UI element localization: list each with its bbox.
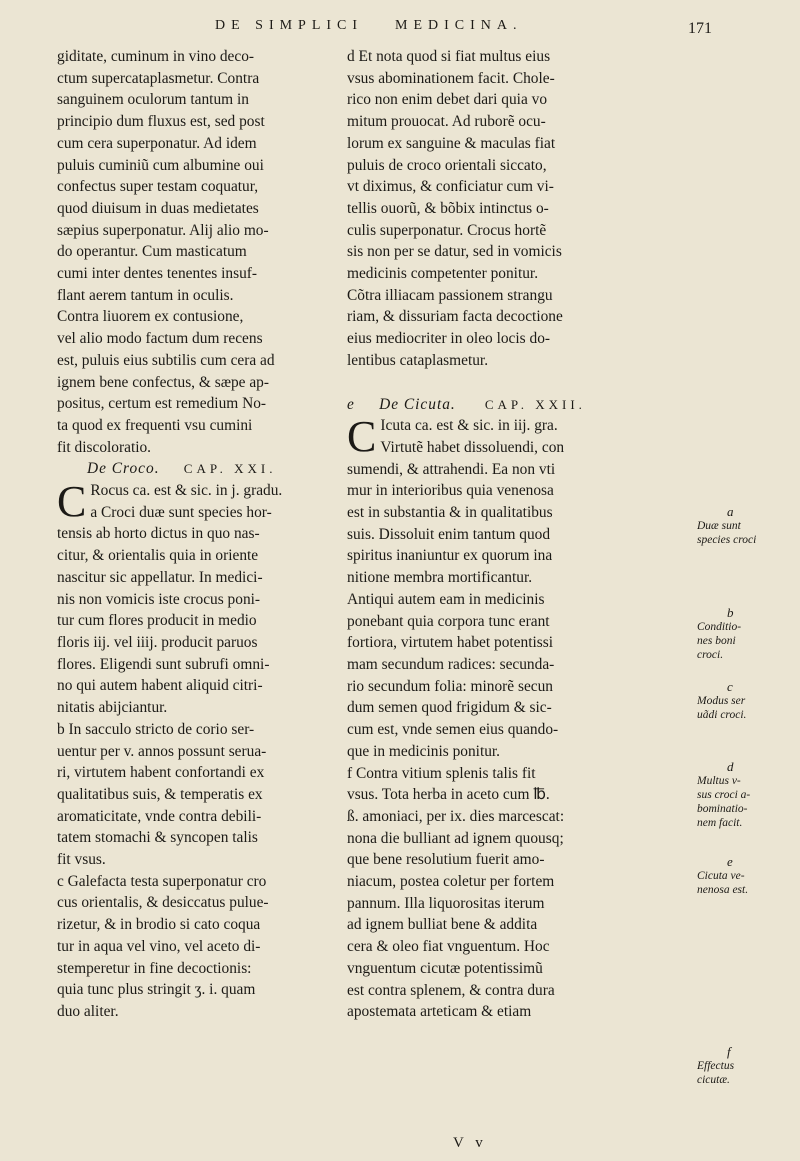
text-line: cus orientalis, & desiccatus pulue-	[57, 894, 269, 912]
text-line: que bene resolutium fuerit amo-	[347, 851, 545, 869]
text-line: floris iij. vel iiij. producit paruos	[57, 633, 258, 651]
running-header	[0, 18, 800, 44]
text-line: cum est, vnde semen eius quando-	[347, 721, 559, 739]
text-line: tatem stomachi & syncopen talis	[57, 829, 258, 847]
text-line: que in medicinis ponitur.	[347, 742, 501, 760]
signature-mark: V v	[453, 1135, 487, 1151]
text-line: mitum prouocat. Ad ruborẽ ocu-	[347, 113, 546, 131]
text-line: fit vsus.	[57, 851, 106, 869]
text-line: mam secundum radices: secunda-	[347, 655, 555, 673]
text-line: d Et nota quod si fiat multus eius	[347, 48, 551, 65]
text-line: principio dum fluxus est, sed post	[57, 113, 265, 131]
text-line: vel alio modo factum dum recens	[57, 330, 263, 348]
text-line: medicinis competenter ponitur.	[347, 265, 539, 283]
text-line: positus, certum est remedium No-	[57, 395, 267, 413]
text-line: quia tunc plus stringit ʒ. i. quam	[57, 981, 256, 999]
margin-note-line: sus croci a-	[697, 789, 751, 801]
text-line: uentur per v. annos possunt serua-	[57, 742, 267, 760]
margin-note-letter: d	[727, 759, 734, 774]
text-line: stemperetur in fine decoctionis:	[57, 959, 252, 977]
text-line: fortiora, virtutem habet potentissi	[347, 634, 554, 652]
margin-note-line: cicutæ.	[697, 1074, 730, 1086]
text-line: Contra liuorem ex contusione,	[57, 308, 244, 326]
text-line: sanguinem oculorum tantum in	[57, 91, 249, 109]
text-line: est in substantia & in qualitatibus	[347, 504, 553, 522]
margin-note-line: uãdi croci.	[697, 709, 747, 721]
text-line: niacum, postea coletur per fortem	[347, 873, 555, 891]
text-line: no qui autem habent aliquid citri-	[57, 677, 263, 695]
text-line: tur cum flores producit in medio	[57, 612, 257, 630]
text-line: puluis cuminiũ cum albumine oui	[57, 156, 264, 174]
text-line: ri, virtutem habent confortandi ex	[57, 764, 265, 782]
margin-note-line: Conditio-	[697, 621, 742, 633]
text-line: do operantur. Cum masticatum	[57, 243, 247, 261]
margin-note	[697, 760, 797, 830]
section-heading-de-cicuta	[347, 394, 683, 416]
text-line: quod diuisum in duas medietates	[57, 199, 259, 217]
text-line: est, puluis eius subtilis cum cera ad	[57, 351, 275, 369]
text-line: citur, & orientalis quia in oriente	[57, 547, 259, 565]
right-column	[347, 46, 683, 1023]
text-line: ß. amoniaci, per ix. dies marcescat:	[347, 807, 565, 825]
text-line: cumi inter dentes tenentes insuf-	[57, 265, 258, 283]
text-line: sæpius superponatur. Alij alio mo-	[57, 221, 269, 239]
text-line: lentibus cataplasmetur.	[347, 351, 489, 369]
right-column-text	[347, 46, 683, 372]
section-body-de-cicuta	[347, 412, 683, 1023]
margin-note-line: Multus v-	[697, 775, 741, 787]
margin-note	[697, 1045, 797, 1087]
margin-note-line: Modus ser	[697, 695, 746, 707]
text-line: ta quod ex frequenti vsu cumini	[57, 416, 253, 434]
drop-capital: C	[347, 412, 377, 462]
text-line: dum semen quod frigidum & sic-	[347, 699, 552, 717]
text-line: Antiqui autem eam in medicinis	[347, 590, 545, 608]
text-line: nascitur sic appellatur. In medici-	[57, 568, 263, 586]
text-line: cera & oleo fiat vnguentum. Hoc	[347, 938, 550, 956]
text-line: rizetur, & in brodio si cato coqua	[57, 916, 261, 934]
margin-note-line: Effectus	[697, 1060, 735, 1072]
chapter-number: CAP. XXII.	[484, 396, 586, 412]
text-line: suis. Dissoluit enim tantum quod	[347, 525, 551, 543]
text-line: ad ignem bulliat bene & addita	[347, 916, 538, 934]
text-line: vsus abominationem facit. Chole-	[347, 69, 555, 87]
text-line: Cõtra illiacam passionem strangu	[347, 286, 553, 304]
text-line: b In sacculo stricto de corio ser-	[57, 720, 255, 738]
margin-note-line: species croci	[697, 534, 757, 546]
text-line: a Croci duæ sunt species hor-	[90, 503, 272, 521]
text-line: nitatis abijciantur.	[57, 699, 168, 717]
text-line: pannum. Illa liquorositas iterum	[347, 894, 545, 912]
left-column-text	[57, 46, 329, 458]
text-line: Icuta ca. est & sic. in iij. gra.	[380, 417, 558, 435]
margin-note-line: nes boni	[697, 635, 736, 647]
text-line: riam, & dissuriam facta decoctione	[347, 308, 563, 326]
text-line: tur in aqua vel vino, vel aceto di-	[57, 937, 261, 955]
text-line: nona die bulliant ad ignem quousq;	[347, 829, 564, 847]
text-line: lorum ex sanguine & maculas fiat	[347, 134, 556, 152]
text-line: fit discoloratio.	[57, 438, 152, 456]
text-line: Virtutẽ habet dissoluendi, con	[380, 438, 565, 456]
text-line: puluis de croco orientali siccato,	[347, 156, 547, 174]
text-line: cum cera superponatur. Ad idem	[57, 134, 257, 152]
text-line: flant aerem tantum in oculis.	[57, 286, 234, 304]
margin-note-letter: f	[727, 1044, 731, 1059]
text-line: est contra splenem, & contra dura	[347, 981, 555, 999]
section-body-de-croco	[57, 477, 329, 1023]
margin-note-line: Cicuta ve-	[697, 870, 745, 882]
section-title: De Croco.	[87, 460, 160, 478]
margin-note-letter: c	[727, 679, 733, 694]
text-line: Rocus ca. est & sic. in j. gradu.	[90, 482, 283, 500]
text-line: apostemata arteticam & etiam	[347, 1003, 532, 1021]
text-line: confectus super testam coquatur,	[57, 178, 259, 196]
margin-note-letter: a	[727, 504, 734, 519]
left-column	[57, 46, 329, 1023]
text-line: vsus. Tota herba in aceto cum ℔.	[347, 786, 550, 804]
marginal-letter: e	[347, 395, 355, 413]
drop-capital: C	[57, 477, 87, 527]
text-line: nitione membra mortificantur.	[347, 569, 533, 587]
text-line: c Galefacta testa superponatur cro	[57, 872, 267, 890]
margin-note-line: bominatio-	[697, 803, 748, 815]
section-title: De Cicuta.	[379, 395, 456, 413]
text-line: vt diximus, & conficiatur cum vi-	[347, 178, 554, 196]
text-line: rico non enim debet dari quia vo	[347, 91, 548, 109]
margin-note-letter: b	[727, 605, 734, 620]
text-line: sumendi, & attrahendi. Ea non vti	[347, 460, 556, 478]
text-line: giditate, cuminum in vino deco-	[57, 48, 255, 65]
margin-note	[697, 680, 797, 722]
margin-note	[697, 855, 797, 897]
text-line: sis non per se datur, sed in vomicis	[347, 243, 562, 261]
text-line: culis superponatur. Crocus hortẽ	[347, 221, 547, 239]
text-line: vnguentum cicutæ potentissimũ	[347, 959, 543, 977]
margin-note-line: nenosa est.	[697, 884, 749, 896]
text-line: qualitatibus suis, & temperatis ex	[57, 785, 263, 803]
text-line: f Contra vitium splenis talis fit	[347, 764, 536, 782]
text-line: flores. Eligendi sunt subrufi omni-	[57, 655, 270, 673]
text-line: ponebant quia corpora tunc erant	[347, 612, 550, 630]
running-title-left: DE SIMPLICI	[215, 18, 364, 33]
text-line: spiritus inaniuntur ex quorum ina	[347, 547, 553, 565]
margin-note-letter: e	[727, 854, 733, 869]
page-number: 171	[688, 20, 712, 37]
margin-note	[697, 505, 797, 547]
text-line: ctum supercataplasmetur. Contra	[57, 69, 260, 87]
running-title-right: MEDICINA.	[395, 18, 523, 33]
margin-note-line: Duæ sunt	[697, 520, 741, 532]
text-line: ignem bene confectus, & sæpe ap-	[57, 373, 269, 391]
margin-note	[697, 606, 797, 662]
text-line: aromaticitate, vnde contra debili-	[57, 807, 262, 825]
text-line: tensis ab horto dictus in quo nas-	[57, 525, 260, 543]
margin-note-line: nem facit.	[697, 817, 743, 829]
text-line: rio secundum folia: minorẽ secun	[347, 677, 554, 695]
text-line: eius mediocriter in oleo locis do-	[347, 330, 551, 348]
section-heading-de-croco	[57, 458, 329, 480]
text-line: nis non vomicis iste crocus poni-	[57, 590, 261, 608]
text-line: tellis ouorũ, & bõbix intinctus o-	[347, 199, 549, 217]
chapter-number: CAP. XXI.	[183, 461, 277, 477]
margin-note-line: croci.	[697, 649, 724, 661]
text-line: mur in interioribus quia venenosa	[347, 482, 554, 500]
text-line: duo aliter.	[57, 1002, 119, 1020]
